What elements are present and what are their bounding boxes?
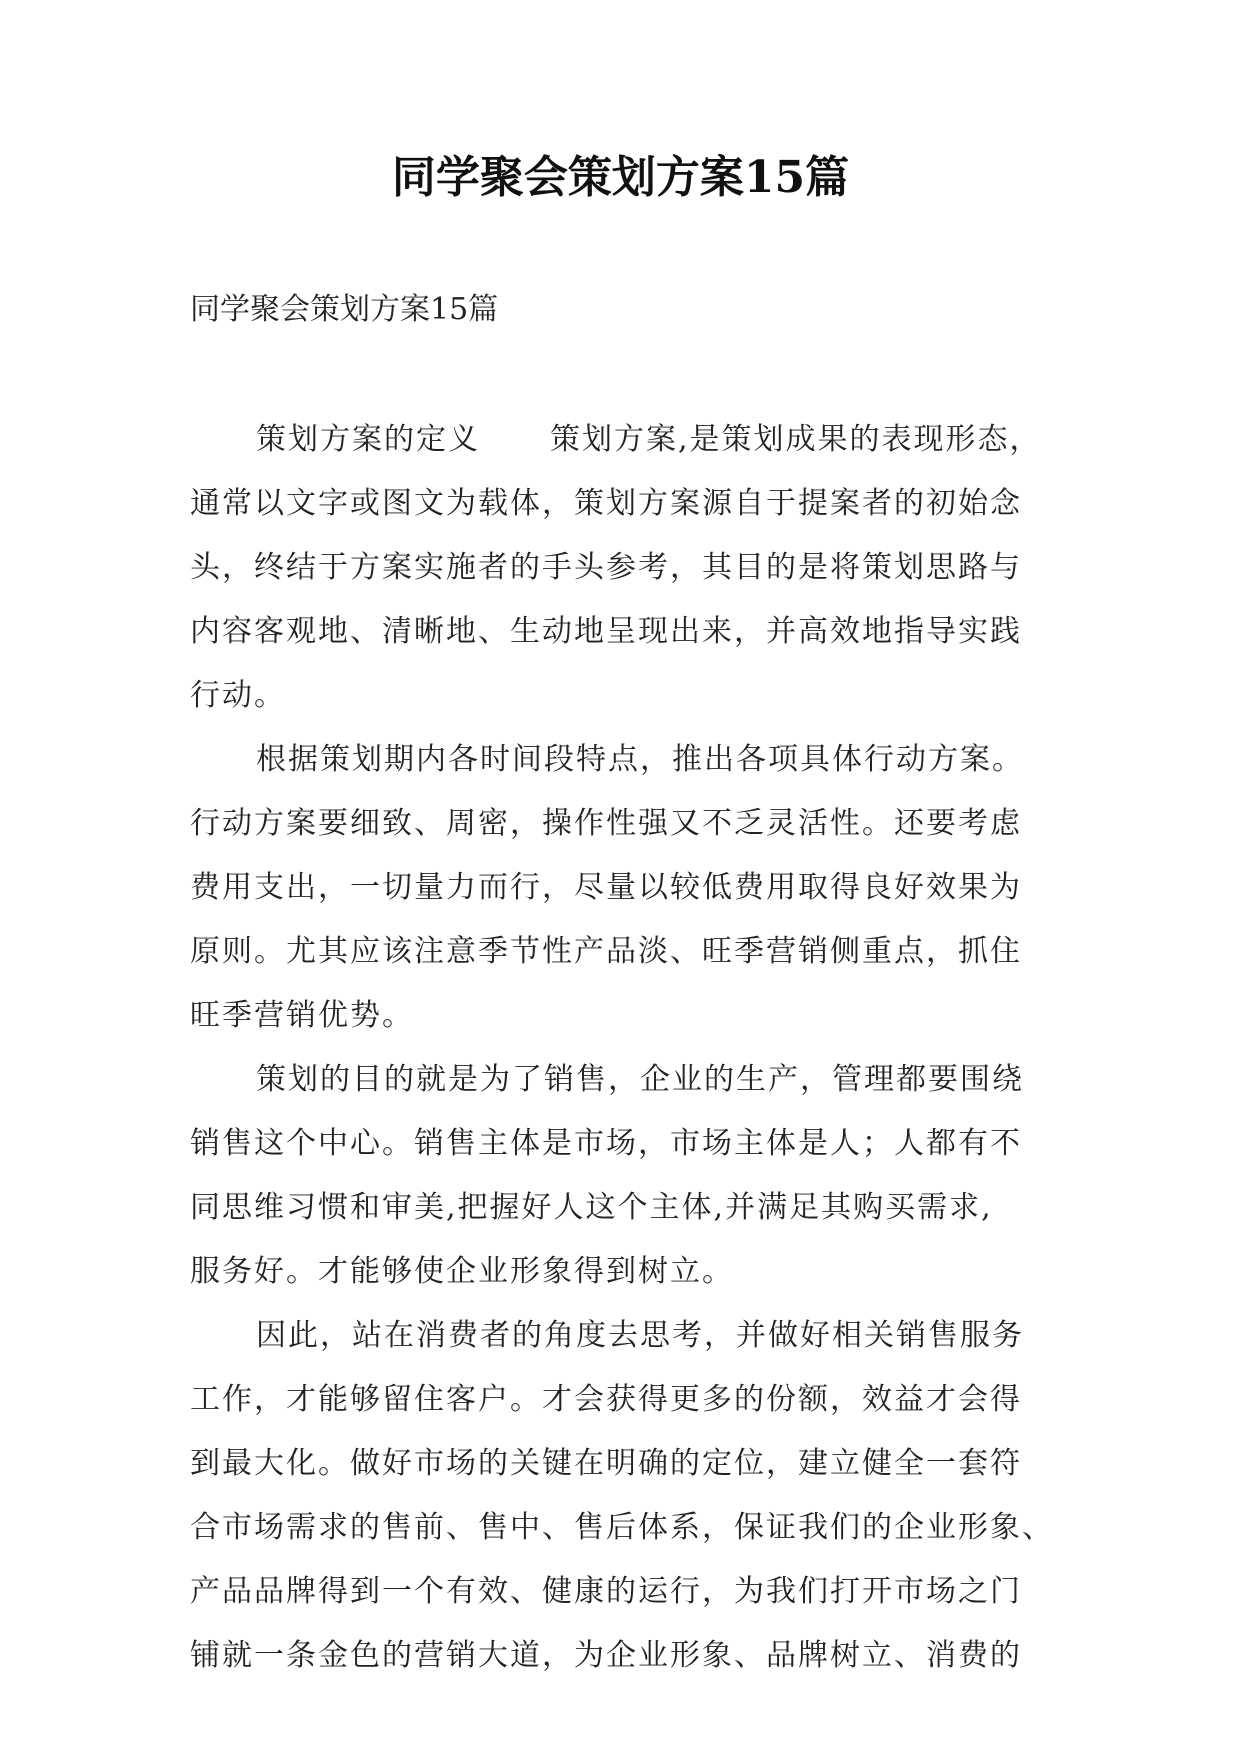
paragraph-line: 头，终结于方案实施者的手头参考，其目的是将策划思路与: [190, 550, 1022, 585]
paragraph-line: 行动。: [190, 678, 286, 713]
paragraph-line: 服务好。才能够使企业形象得到树立。: [190, 1254, 734, 1289]
paragraph-line: 产品品牌得到一个有效、健康的运行，为我们打开市场之门: [190, 1574, 1022, 1609]
document-title: 同学聚会策划方案15篇: [391, 152, 850, 203]
paragraph-line: 费用支出，一切量力而行，尽量以较低费用取得良好效果为: [190, 870, 1022, 905]
paragraph-line: 通常以文字或图文为载体，策划方案源自于提案者的初始念: [190, 486, 1022, 521]
paragraph-line: 到最大化。做好市场的关键在明确的定位，建立健全一套符: [190, 1446, 1022, 1481]
document-body: [190, 408, 1052, 1688]
paragraph-line: 内容客观地、清晰地、生动地呈现出来，并高效地指导实践: [190, 614, 1022, 649]
paragraph-line: 原则。尤其应该注意季节性产品淡、旺季营销侧重点，抓住: [190, 934, 1022, 969]
definition-heading: 策划方案的定义: [256, 422, 480, 457]
paragraph-line: 旺季营销优势。: [190, 998, 414, 1033]
paragraph-line: [190, 408, 1052, 472]
paragraph-customer-service: [190, 1304, 1052, 1688]
paragraph-line: 销售这个中心。销售主体是市场，市场主体是人；人都有不: [190, 1126, 1022, 1161]
paragraph-line: 工作，才能够留住客户。才会获得更多的份额，效益才会得: [190, 1382, 1022, 1417]
paragraph-line: 策划的目的就是为了销售，企业的生产，管理都要围绕: [256, 1062, 1024, 1097]
paragraph-purpose: [190, 1048, 1052, 1304]
paragraph-line: 因此，站在消费者的角度去思考，并做好相关销售服务: [256, 1318, 1024, 1353]
paragraph-definition: [190, 408, 1052, 728]
paragraph-line: 合市场需求的售前、售中、售后体系，保证我们的企业形象、: [190, 1510, 1054, 1545]
paragraph-action-plan: [190, 728, 1052, 1048]
definition-text: 策划方案,是策划成果的表现形态，: [550, 422, 1042, 457]
paragraph-line: 行动方案要细致、周密，操作性强又不乏灵活性。还要考虑: [190, 806, 1022, 841]
paragraph-line: 根据策划期内各时间段特点，推出各项具体行动方案。: [256, 742, 1024, 777]
document-subtitle: 同学聚会策划方案15篇: [190, 292, 499, 327]
paragraph-line: 铺就一条金色的营销大道，为企业形象、品牌树立、消费的: [190, 1638, 1022, 1673]
paragraph-line: 同思维习惯和审美,把握好人这个主体,并满足其购买需求,: [190, 1190, 993, 1225]
